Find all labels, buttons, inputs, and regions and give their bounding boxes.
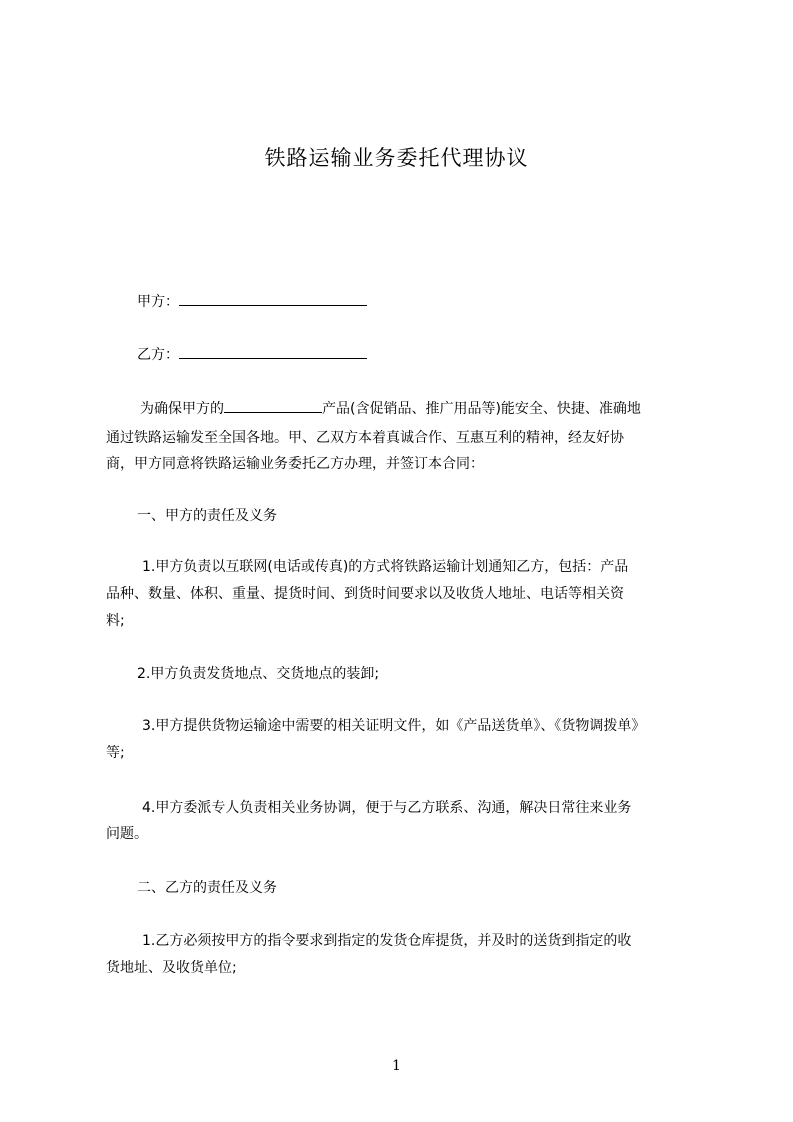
s1-item1-line-2: 品种、数量、体积、重量、提货时间、到货时间要求以及收货人地址、电话等相关资: [106, 586, 624, 602]
s1-item3-line-1: 3.甲方提供货物运输途中需要的相关证明文件，如《产品送货单》、《货物调拨单》: [142, 718, 646, 734]
document-title: 铁路运输业务委托代理协议: [264, 146, 529, 170]
intro-line-2: 通过铁路运输发至全国各地。甲、乙双方本着真诚合作、互惠互利的精神，经友好协: [106, 430, 624, 446]
party-a-line: [137, 291, 367, 312]
s1-item4-line-1: 4.甲方委派专人负责相关业务协调，便于与乙方联系、沟通，解决日常往来业务: [142, 800, 632, 816]
section-2-heading: 二、乙方的责任及义务: [137, 880, 277, 896]
s2-item1-line-2: 货地址、及收货单位;: [106, 960, 237, 976]
party-a-blank: [179, 291, 367, 306]
section-1-heading: 一、甲方的责任及义务: [137, 508, 277, 524]
page-number: 1: [392, 1058, 401, 1074]
intro-prefix: 为确保甲方的: [140, 401, 224, 417]
s1-item4-line-2: 问题。: [106, 826, 148, 842]
s1-item2: 2.甲方负责发货地点、交货地点的装卸;: [137, 666, 380, 682]
party-a-label: 甲方：: [137, 294, 179, 310]
party-b-blank: [179, 344, 367, 359]
s1-item1-line-3: 料;: [106, 613, 125, 629]
intro-line-1: [140, 398, 641, 419]
intro-suffix: 产品(含促销品、推广用品等)能安全、快捷、准确地: [322, 401, 641, 417]
s2-item1-line-1: 1.乙方必须按甲方的指令要求到指定的发货仓库提货，并及时的送货到指定的收: [142, 933, 632, 949]
s1-item3-line-2: 等;: [106, 745, 125, 761]
s1-item1-line-1: 1.甲方负责以互联网(电话或传真)的方式将铁路运输计划通知乙方，包括：产品: [142, 559, 629, 575]
party-b-line: [137, 344, 367, 365]
party-b-label: 乙方：: [137, 347, 179, 363]
intro-line-3: 商，甲方同意将铁路运输业务委托乙方办理，并签订本合同：: [106, 456, 484, 472]
product-blank: [224, 398, 322, 413]
